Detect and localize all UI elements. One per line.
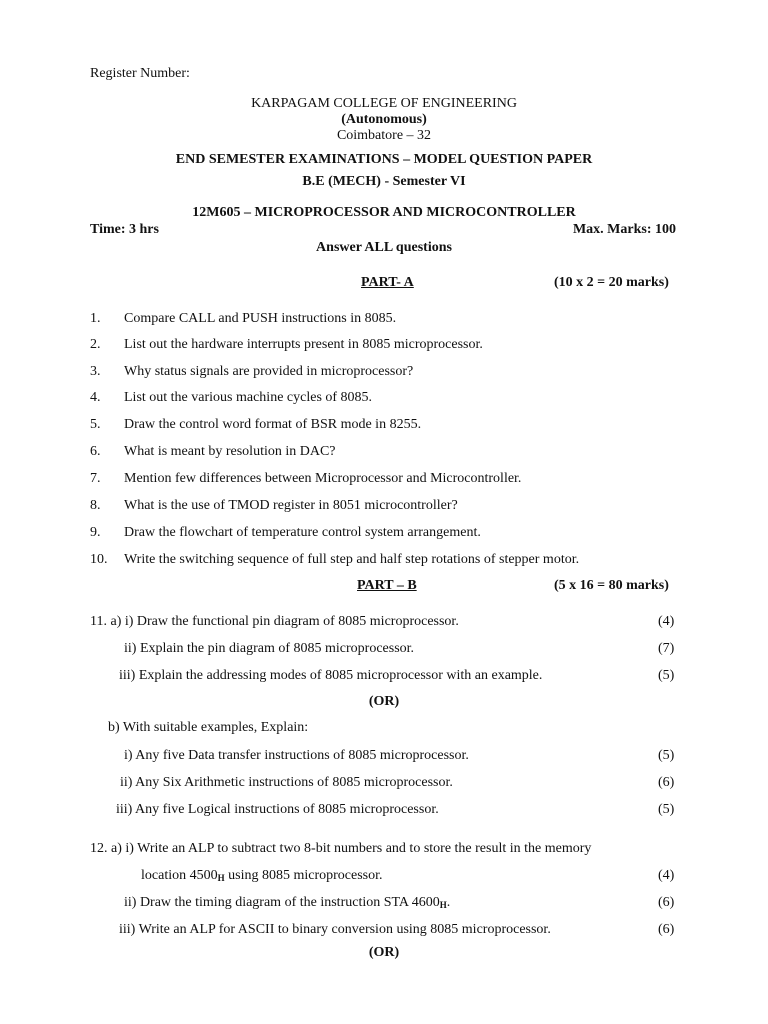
q11-b-intro: b) With suitable examples, Explain: [108, 720, 309, 735]
q11-b-i [0, 748, 768, 764]
instruction-label: Answer ALL questions [316, 240, 452, 255]
part-a-question [0, 364, 768, 380]
part-a-question [0, 471, 768, 487]
max-marks-label: Max. Marks: 100 [572, 222, 676, 237]
question-text: ii) Explain the pin diagram of 8085 microprocessor. [124, 641, 415, 656]
question-number: 5. [90, 417, 101, 432]
question-marks: (4) [658, 868, 675, 883]
question-number: 2. [90, 337, 101, 352]
question-text: iii) Any five Logical instructions of 8085 microprocessor. [116, 802, 439, 817]
question-text: i) Any five Data transfer instructions of 8085 microprocessor. [124, 748, 469, 763]
question-marks: (7) [658, 641, 675, 656]
q12-a-ii [0, 895, 768, 911]
question-marks: (5) [658, 668, 675, 683]
part-a-question [0, 417, 768, 433]
part-a-title: PART- A [361, 275, 414, 290]
question-text: 11. a) i) Draw the functional pin diagram of 8085 microprocessor. [90, 614, 459, 629]
q11-a-ii [0, 641, 768, 657]
time-label: Time: 3 hrs [90, 222, 159, 237]
question-number: 10. [90, 552, 108, 567]
question-marks: (6) [658, 895, 675, 910]
part-a-question [0, 337, 768, 353]
part-a-question [0, 444, 768, 460]
city-label: Coimbatore – 32 [336, 128, 432, 143]
question-text: Why status signals are provided in microprocessor? [124, 364, 414, 379]
hex-subscript: H [217, 873, 225, 883]
course-title: 12M605 – MICROPROCESSOR AND MICROCONTROLLER [192, 205, 576, 220]
question-text: Draw the flowchart of temperature control system arrangement. [124, 525, 481, 540]
q11-a-iii [0, 668, 768, 684]
question-text: Compare CALL and PUSH instructions in 8085. [124, 311, 397, 326]
question-text [141, 868, 383, 886]
question-text: What is meant by resolution in DAC? [124, 444, 336, 459]
part-b-title: PART – B [357, 578, 417, 593]
question-number: 1. [90, 311, 101, 326]
question-marks: (6) [658, 775, 675, 790]
question-text: Mention few differences between Microprocessor and Microcontroller. [124, 471, 522, 486]
question-text: List out the various machine cycles of 8085. [124, 390, 373, 405]
question-number: 8. [90, 498, 101, 513]
question-text: ii) Any Six Arithmetic instructions of 8085 microprocessor. [120, 775, 453, 790]
q12-a-iii [0, 922, 768, 938]
part-a-question [0, 390, 768, 406]
part-a-question [0, 311, 768, 327]
register-number-label: Register Number: [90, 66, 190, 81]
part-b-marks: (5 x 16 = 80 marks) [554, 578, 669, 593]
college-name: KARPAGAM COLLEGE OF ENGINEERING [251, 96, 517, 111]
q12-a-i-line2 [0, 868, 768, 884]
question-text-part: location 4500 [141, 868, 218, 883]
question-text: iii) Write an ALP for ASCII to binary conversion using 8085 microprocessor. [119, 922, 551, 937]
q12-a-i-line1 [0, 841, 768, 857]
question-marks: (5) [658, 802, 675, 817]
program-label: B.E (MECH) - Semester VI [302, 174, 466, 189]
question-number: 4. [90, 390, 101, 405]
question-text: Draw the control word format of BSR mode in 8255. [124, 417, 422, 432]
question-text [124, 895, 450, 913]
q11-b-iii [0, 802, 768, 818]
question-text: List out the hardware interrupts present in 8085 microprocessor. [124, 337, 483, 352]
part-a-marks: (10 x 2 = 20 marks) [554, 275, 669, 290]
question-number: 9. [90, 525, 101, 540]
hex-subscript: H [439, 900, 447, 910]
question-number: 7. [90, 471, 101, 486]
or-separator: (OR) [368, 694, 400, 709]
question-text: iii) Explain the addressing modes of 8085 microprocessor with an example. [119, 668, 543, 683]
question-number: 3. [90, 364, 101, 379]
question-text-part: . [446, 895, 451, 910]
autonomous-label: (Autonomous) [341, 112, 427, 127]
question-text-part: ii) Draw the timing diagram of the instruction STA 4600 [124, 895, 440, 910]
question-text-part: using 8085 microprocessor. [224, 868, 383, 883]
exam-title: END SEMESTER EXAMINATIONS – MODEL QUESTION PAPER [175, 152, 593, 167]
or-separator: (OR) [368, 945, 400, 960]
question-number: 6. [90, 444, 101, 459]
part-a-question [0, 525, 768, 541]
q11-b-ii [0, 775, 768, 791]
question-text: 12. a) i) Write an ALP to subtract two 8-bit numbers and to store the result in the memory [90, 841, 592, 856]
q11-a-i [0, 614, 768, 630]
question-text: Write the switching sequence of full step and half step rotations of stepper motor. [124, 552, 580, 567]
part-a-question [0, 498, 768, 514]
question-marks: (6) [658, 922, 675, 937]
question-marks: (5) [658, 748, 675, 763]
question-marks: (4) [658, 614, 675, 629]
part-a-question [0, 552, 768, 568]
question-text: What is the use of TMOD register in 8051 microcontroller? [124, 498, 458, 513]
